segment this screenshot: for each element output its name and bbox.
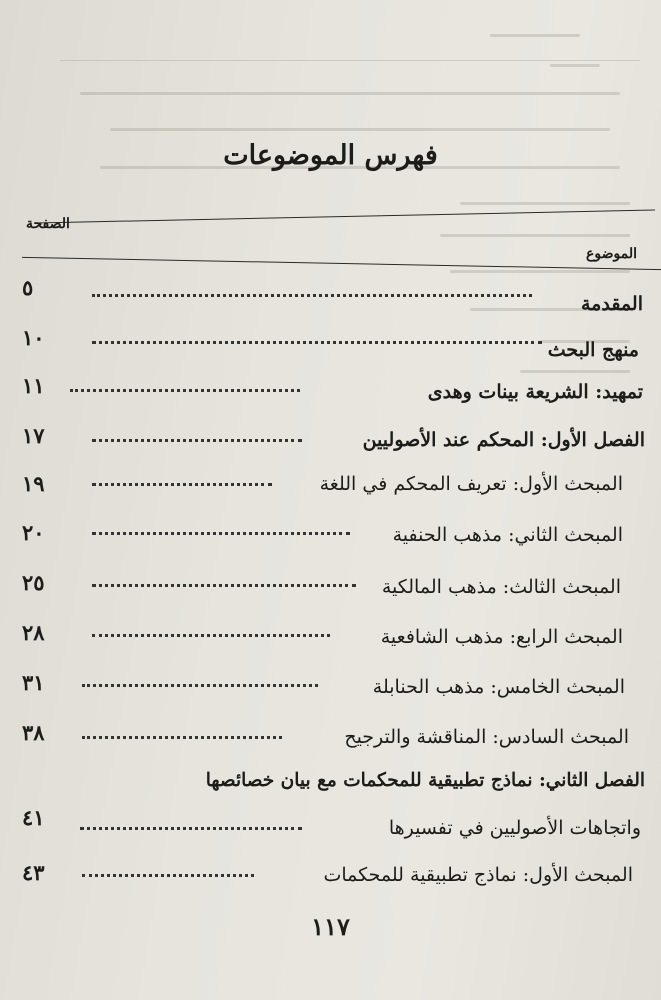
leader-dots: [92, 439, 302, 442]
page-column-header: الصفحة: [26, 216, 70, 232]
toc-entry: [0, 520, 661, 560]
entry-label: المبحث الثاني: مذهب الحنفية: [392, 524, 623, 546]
leader-dots: [92, 584, 356, 587]
leader-dots: [92, 532, 350, 535]
entry-label: الفصل الأول: المحكم عند الأصوليين: [362, 429, 645, 451]
leader-dots: [92, 294, 532, 297]
toc-entry: [0, 770, 661, 810]
page-title: فهرس الموضوعات: [223, 140, 438, 171]
page-number: ١١: [22, 373, 45, 398]
page-number-footer: ١١٧: [311, 912, 350, 941]
page-number: ٣١: [22, 670, 45, 695]
header-rule-top: [35, 210, 655, 224]
toc-entry: [0, 570, 661, 610]
page-number: ١٩: [22, 471, 45, 496]
entry-label: المبحث الثالث: مذهب المالكية: [381, 576, 621, 598]
leader-dots: [82, 684, 318, 687]
page-number: ٣٨: [22, 720, 45, 745]
toc-entry: [0, 805, 661, 845]
entry-label: المقدمة: [580, 293, 643, 315]
topic-column-header: الموضوع: [586, 246, 637, 262]
entry-label: المبحث الأول: تعريف المحكم في اللغة: [319, 473, 623, 495]
leader-dots: [70, 389, 300, 392]
leader-dots: [92, 634, 330, 637]
header-rule-bottom: [22, 257, 661, 270]
entry-label: منهج البحث: [547, 339, 639, 361]
leader-dots: [80, 827, 302, 830]
toc-entry: [0, 620, 661, 660]
entry-label: المبحث السادس: المناقشة والترجيح: [344, 726, 629, 748]
page-number: ٤١: [22, 805, 45, 830]
page-number: ١٧: [22, 423, 45, 448]
leader-dots: [82, 874, 254, 877]
toc-entry: [0, 471, 661, 511]
page-number: ١٠: [22, 325, 45, 350]
toc-entry: [0, 373, 661, 413]
page-number: ٥: [22, 275, 34, 300]
toc-entry: [0, 670, 661, 710]
entry-label: واتجاهات الأصوليين في تفسيرها: [388, 817, 641, 839]
toc-entry: [0, 275, 661, 315]
toc-entry: [0, 720, 661, 760]
entry-label: المبحث الأول: نماذج تطبيقية للمحكمات: [323, 864, 633, 886]
page-number: ٢٨: [22, 620, 45, 645]
entry-label: المبحث الخامس: مذهب الحنابلة: [372, 676, 625, 698]
page-number: ٢٠: [22, 520, 45, 545]
toc-entry: [0, 423, 661, 463]
entry-label: الفصل الثاني: نماذج تطبيقية للمحكمات مع بيان خصائصها: [205, 770, 645, 791]
entry-label: المبحث الرابع: مذهب الشافعية: [380, 626, 623, 648]
leader-dots: [82, 736, 282, 739]
toc-entry: [0, 860, 661, 900]
page-number: ٢٥: [22, 570, 45, 595]
toc-entry: [0, 325, 661, 365]
entry-label: تمهيد: الشريعة بينات وهدى: [427, 381, 643, 403]
leader-dots: [92, 483, 272, 486]
page-number: ٤٣: [22, 860, 45, 885]
leader-dots: [92, 341, 542, 344]
